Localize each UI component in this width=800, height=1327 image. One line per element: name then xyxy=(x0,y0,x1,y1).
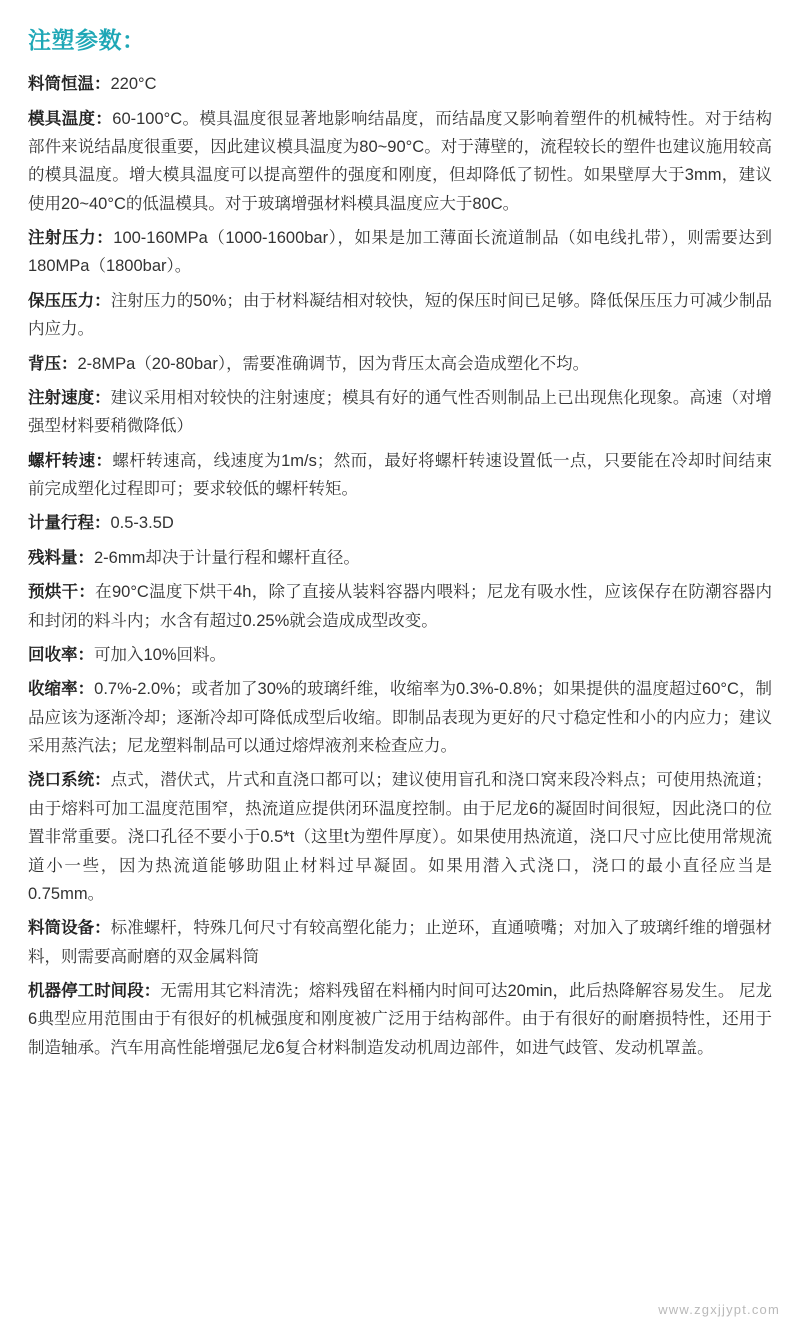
parameter-value: 点式，潜伏式，片式和直浇口都可以；建议使用盲孔和浇口窝来段冷料点；可使用热流道；由于熔料可加工温度范围窄，热流道应提供闭环温度控制。由于尼龙6的凝固时间很短，因此浇口的位置非常重要。浇口孔径不要小于0.5*t（这里t为塑件厚度）。如果使用热流道，浇口尺寸应比使用常规流道小一些，因为热流道能够助阻止材料过早凝固。如果用潜入式浇口，浇口的最小直径应当是0.75mm。 xyxy=(28,771,773,903)
parameter-row xyxy=(28,977,772,1062)
parameter-label: 注射速度： xyxy=(28,388,111,407)
parameter-label: 背压： xyxy=(28,354,78,373)
parameter-value: 0.7%-2.0%；或者加了30%的玻璃纤维，收缩率为0.3%-0.8%；如果提供的温度超过60°C，制品应该为逐渐冷却；逐渐冷却可降低成型后收缩。即制品表现为更好的尺寸稳定性和小的内应力；建议采用蒸汽法；尼龙塑料制品可以通过熔焊液剂来检查应力。 xyxy=(28,680,772,756)
page-title: 注塑参数： xyxy=(28,27,146,53)
parameter-value: 0.5-3.5D xyxy=(110,514,174,533)
parameter-label: 浇口系统： xyxy=(28,771,111,790)
parameter-row xyxy=(28,509,772,537)
parameter-row xyxy=(28,287,772,344)
parameter-label: 预烘干： xyxy=(28,583,96,602)
parameter-row xyxy=(28,224,772,281)
parameter-label: 螺杆转速： xyxy=(28,451,113,470)
parameter-value: 注射压力的50%；由于材料凝结相对较快，短的保压时间已足够。降低保压压力可减少制品内应力。 xyxy=(28,291,773,339)
parameter-value: 2-8MPa（20-80bar），需要准确调节，因为背压太高会造成塑化不均。 xyxy=(77,354,590,373)
parameter-list xyxy=(28,70,772,1062)
parameter-label: 收缩率： xyxy=(28,680,95,699)
parameter-row xyxy=(28,544,772,572)
parameter-row xyxy=(28,641,772,669)
watermark: www.zgxjjypt.com xyxy=(658,1302,780,1317)
parameter-label: 计量行程： xyxy=(28,514,111,533)
parameter-value: 220°C xyxy=(110,75,157,94)
parameter-row xyxy=(28,447,772,504)
parameter-row xyxy=(28,578,772,635)
parameter-label: 模具温度： xyxy=(28,109,113,128)
parameter-value: 标准螺杆，特殊几何尺寸有较高塑化能力；止逆环，直通喷嘴；对加入了玻璃纤维的增强材料，则需要高耐磨的双金属料筒 xyxy=(28,919,773,966)
parameter-label: 残料量： xyxy=(28,548,94,567)
parameter-row xyxy=(28,675,772,760)
parameter-row xyxy=(28,350,772,378)
parameter-label: 料筒恒温： xyxy=(28,75,111,94)
parameter-value: 2-6mm却决于计量行程和螺杆直径。 xyxy=(94,548,360,567)
parameter-value: 60-100°C。模具温度很显著地影响结晶度，而结晶度又影响着塑件的机械特性。对于结构部件来说结晶度很重要，因此建议模具温度为80~90°C。对于薄壁的，流程较长的塑件也建议施用较高的模具温度。增大模具温度可以提高塑件的强度和刚度，但却降低了韧性。如果壁厚大于3mm，建议使用20~40°C的低温模具。对于玻璃增强材料模具温度应大于80C。 xyxy=(28,109,772,213)
parameter-value: 无需用其它料清洗；熔料残留在料桶内时间可达20min，此后热降解容易发生。 尼龙6典型应用范围由于有很好的机械强度和刚度被广泛用于结构部件。由于有很好的耐磨损特性，还用于制造轴承。汽车用高性能增强尼龙6复合材料制造发动机周边部件，如进气歧管、发动机罩盖。 xyxy=(28,982,773,1057)
parameter-value: 100-160MPa（1000-1600bar），如果是加工薄面长流道制品（如电线扎带），则需要达到180MPa（1800bar）。 xyxy=(28,229,772,276)
parameter-label: 机器停工时间段： xyxy=(28,982,161,1001)
parameter-label: 注射压力： xyxy=(28,229,114,248)
parameter-label: 料筒设备： xyxy=(28,919,111,938)
parameter-row xyxy=(28,70,772,98)
parameter-label: 保压压力： xyxy=(28,291,111,310)
parameter-row xyxy=(28,105,772,219)
parameter-value: 建议采用相对较快的注射速度；模具有好的通气性否则制品上已出现焦化现象。高速（对增强型材料要稍微降低） xyxy=(28,388,773,436)
parameter-row xyxy=(28,914,772,971)
parameter-value: 螺杆转速高，线速度为1m/s；然而，最好将螺杆转速设置低一点，只要能在冷却时间结束前完成塑化过程即可；要求较低的螺杆转矩。 xyxy=(28,451,772,499)
parameter-label: 回收率： xyxy=(28,645,94,664)
parameter-row xyxy=(28,766,772,908)
parameter-value: 可加入10%回料。 xyxy=(94,645,227,664)
parameter-row xyxy=(28,384,772,441)
parameter-value: 在90°C温度下烘干4h，除了直接从装料容器内喂料；尼龙有吸水性，应该保存在防潮容器内和封闭的料斗内；水含有超过0.25%就会造成成型改变。 xyxy=(28,583,772,630)
